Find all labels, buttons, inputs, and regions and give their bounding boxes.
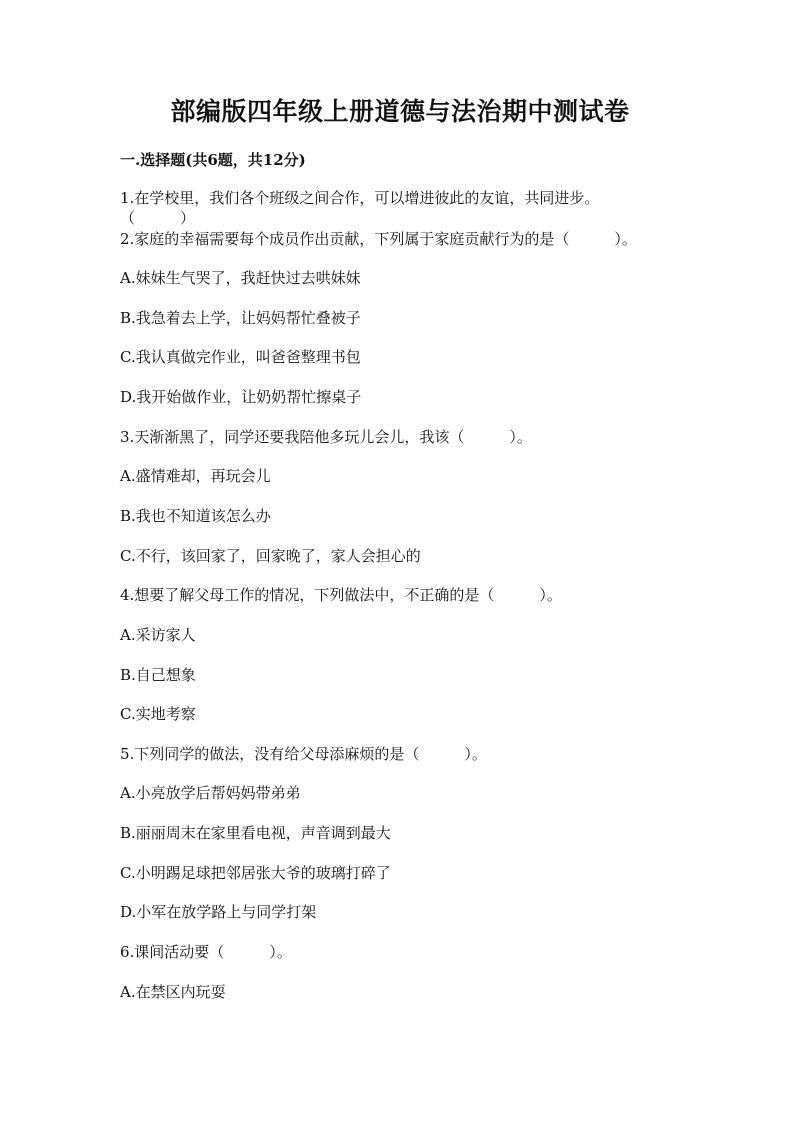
- question-3-option-b: B.我也不知道该怎么办: [120, 507, 271, 525]
- question-1-blank: （ ）: [120, 209, 196, 227]
- question-4-option-c: C.实地考察: [120, 705, 196, 723]
- question-5-option-b: B.丽丽周末在家里看电视，声音调到最大: [120, 824, 391, 842]
- question-4-text: 4.想要了解父母工作的情况，下列做法中，不正确的是（ ）。: [120, 586, 562, 604]
- question-2-option-b: B.我急着去上学，让妈妈帮忙叠被子: [120, 309, 361, 327]
- question-2-option-d: D.我开始做作业，让奶奶帮忙擦桌子: [120, 388, 362, 406]
- question-6-option-a: A.在禁区内玩耍: [120, 983, 226, 1001]
- question-3-option-c: C.不行，该回家了，回家晚了，家人会担心的: [120, 547, 421, 565]
- question-1-text: 1.在学校里，我们各个班级之间合作，可以增进彼此的友谊，共同进步。: [120, 189, 600, 207]
- question-6-text: 6.课间活动要（ ）。: [120, 943, 292, 961]
- question-3-option-a: A.盛情难却，再玩会儿: [120, 467, 271, 485]
- question-5-option-c: C.小明踢足球把邻居张大爷的玻璃打碎了: [120, 864, 391, 882]
- question-4-option-a: A.采访家人: [120, 626, 196, 644]
- section-heading: 一.选择题(共6题，共12分): [120, 151, 306, 169]
- question-5-option-d: D.小军在放学路上与同学打架: [120, 903, 317, 921]
- page-title: 部编版四年级上册道德与法治期中测试卷: [170, 97, 630, 126]
- question-4-option-b: B.自己想象: [120, 666, 196, 684]
- question-5-text: 5.下列同学的做法，没有给父母添麻烦的是（ ）。: [120, 745, 487, 763]
- question-2-option-c: C.我认真做完作业，叫爸爸整理书包: [120, 348, 361, 366]
- question-2-text: 2.家庭的幸福需要每个成员作出贡献，下列属于家庭贡献行为的是（ ）。: [120, 230, 637, 248]
- question-2-option-a: A.妹妹生气哭了，我赶快过去哄妹妹: [120, 269, 361, 287]
- question-5-option-a: A.小亮放学后帮妈妈带弟弟: [120, 784, 301, 802]
- question-3-text: 3.天渐渐黑了，同学还要我陪他多玩儿会儿，我该（ ）。: [120, 428, 532, 446]
